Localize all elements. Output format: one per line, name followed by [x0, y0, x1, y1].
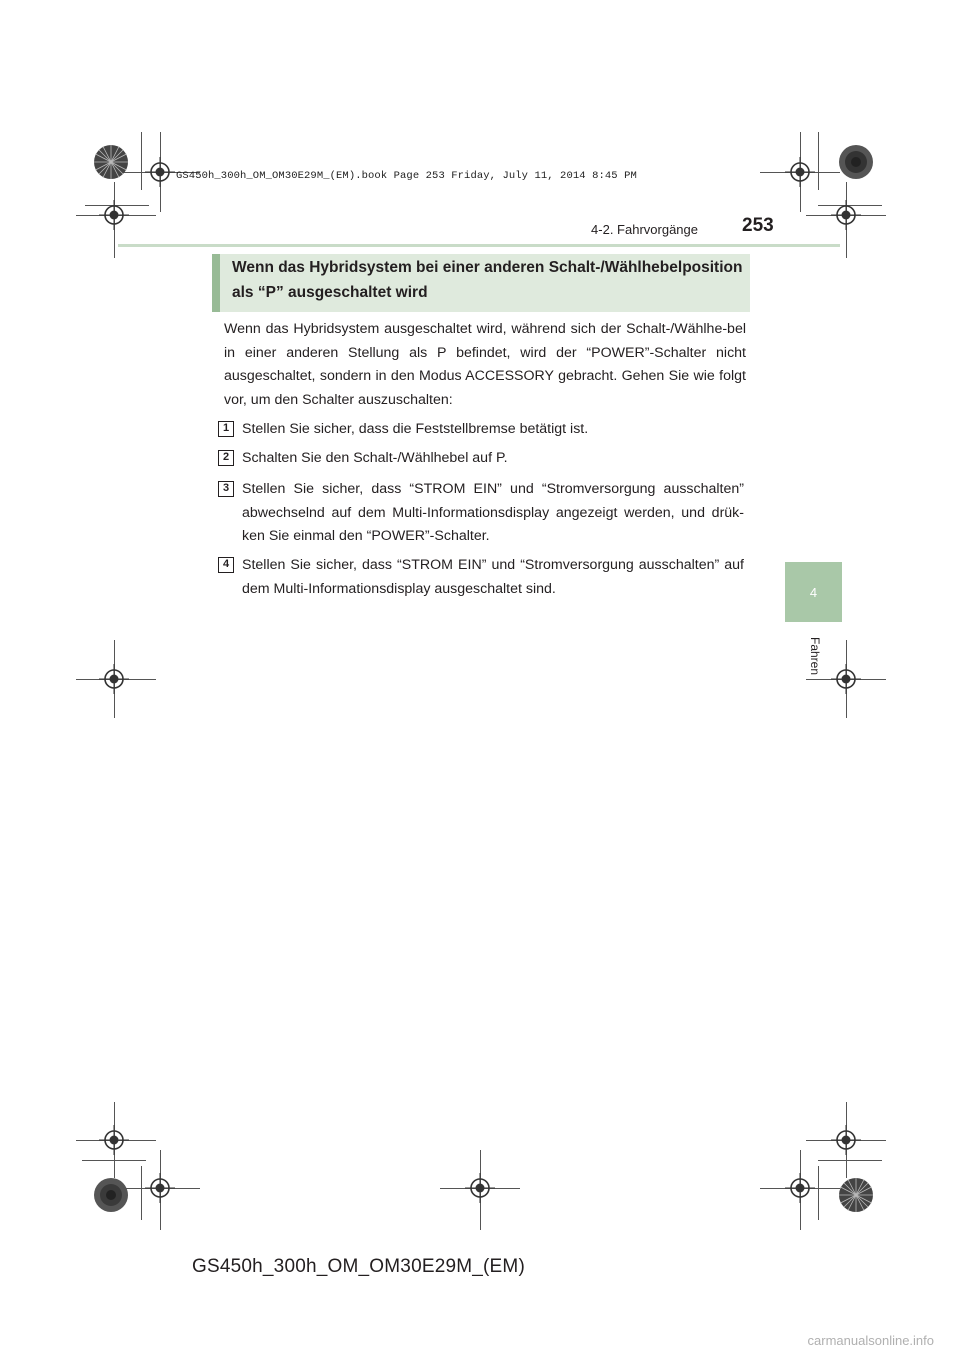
registration-mark-icon — [831, 664, 861, 694]
registration-mark-icon — [831, 200, 861, 230]
registration-mark-icon — [145, 157, 175, 187]
density-target-icon — [93, 1177, 129, 1213]
print-slug: GS450h_300h_OM_OM30E29M_(EM).book Page 253 Friday, July 11, 2014 8:45 PM — [176, 170, 637, 182]
header-divider — [118, 244, 840, 247]
step-number-badge: 1 — [218, 421, 234, 437]
registration-mark-icon — [785, 157, 815, 187]
section-title: 4-2. Fahrvorgänge — [591, 222, 698, 237]
chapter-number: 4 — [809, 584, 818, 600]
step-text: Stellen Sie sicher, dass die Feststellbremse betätigt ist. — [242, 421, 589, 437]
step-number-badge: 2 — [218, 450, 234, 466]
registration-mark-icon — [99, 664, 129, 694]
registration-mark-icon — [465, 1173, 495, 1203]
step-text: Stellen Sie sicher, dass “STROM EIN” und “Stromversorgung ausschalten” auf dem Multi-Informationsdisplay ausgeschaltet sind. — [242, 557, 744, 597]
star-target-icon — [838, 1177, 874, 1213]
registration-mark-icon — [145, 1173, 175, 1203]
density-target-icon — [838, 144, 874, 180]
heading-line-2: als “P” ausgeschaltet wird — [232, 284, 428, 301]
step-text: Schalten Sie den Schalt-/Wählhebel auf P. — [242, 450, 508, 466]
page-number: 253 — [742, 215, 774, 236]
section-heading — [212, 254, 750, 312]
registration-mark-icon — [99, 200, 129, 230]
chapter-title: Fahren — [808, 636, 822, 676]
step-number-badge: 3 — [218, 481, 234, 497]
registration-mark-icon — [99, 1125, 129, 1155]
heading-line-1: Wenn das Hybridsystem bei einer anderen Schalt-/Wählhebelposition — [232, 259, 743, 276]
registration-mark-icon — [785, 1173, 815, 1203]
step-text: Stellen Sie sicher, dass “STROM EIN” und “Stromversorgung ausschalten” abwechselnd auf dem Multi-Informationsdisplay angezeigt werden, und drük-ken Sie einmal den “POWER”-Schalter. — [242, 481, 744, 544]
registration-mark-icon — [831, 1125, 861, 1155]
chapter-title-vertical — [805, 636, 825, 676]
chapter-tab — [785, 562, 842, 622]
intro-paragraph: Wenn das Hybridsystem ausgeschaltet wird, während sich der Schalt-/Wählhe-bel in einer anderen Stellung als P befindet, wird der “POWER”-Schalter nicht ausgeschaltet, sondern in den Modus ACCESSORY gebracht. Gehen Sie wie folgt vor, um den Schalter auszuschalten: — [224, 321, 746, 408]
step-number-badge: 4 — [218, 557, 234, 573]
star-target-icon — [93, 144, 129, 180]
watermark: carmanualsonline.info — [807, 1333, 934, 1348]
document-id: GS450h_300h_OM_OM30E29M_(EM) — [192, 1256, 525, 1277]
